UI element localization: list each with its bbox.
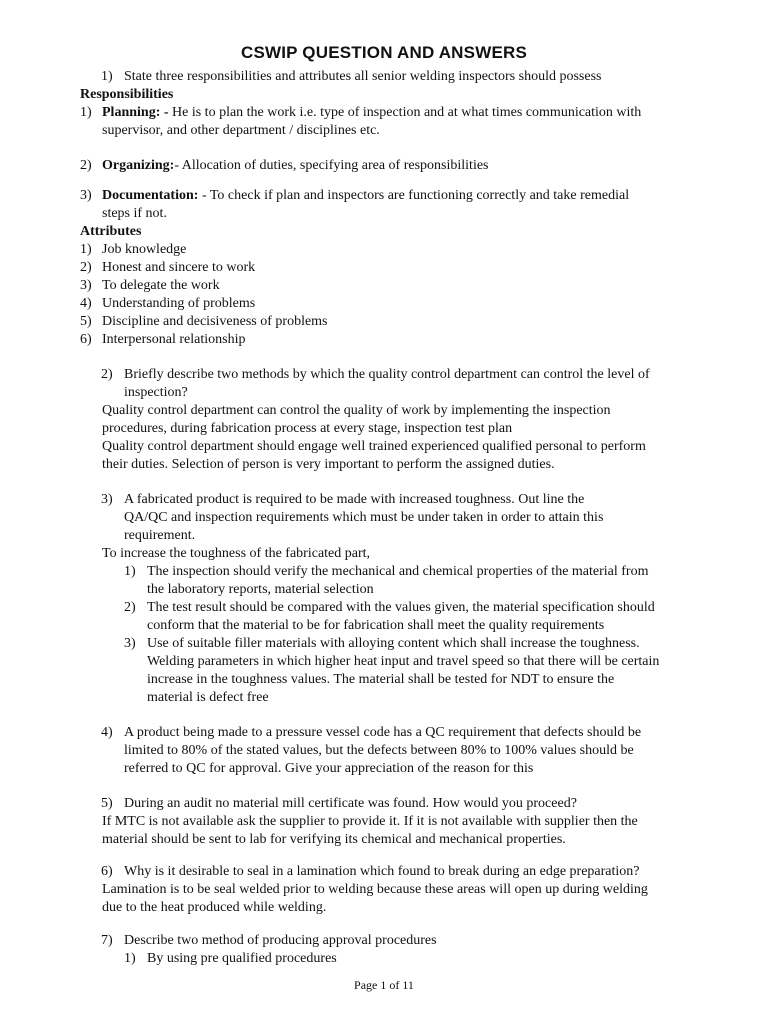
q6-text: Why is it desirable to seal in a lamination which found to break during an edge preparation? [124, 864, 640, 879]
page-title: CSWIP QUESTION AND ANSWERS [240, 43, 528, 62]
q3-item-2-line-1: The test result should be compared with the values given, the material specification should [147, 600, 655, 615]
q3-item-3-line-4: material is defect free [147, 690, 269, 705]
attr-3-number: 3) [80, 278, 92, 293]
q3-item-1-line-1: The inspection should verify the mechanical and chemical properties of the material from [147, 564, 649, 579]
attr-2-text: Honest and sincere to work [102, 260, 256, 275]
q7-text: Describe two method of producing approval procedures [124, 933, 437, 948]
q5-answer-line-2: material should be sent to lab for verifying its chemical and mechanical properties. [102, 832, 566, 847]
q2-text: Briefly describe two methods by which the quality control department can control the level of [124, 367, 650, 382]
resp-2-number: 2) [80, 158, 92, 173]
q7-number: 7) [101, 933, 113, 948]
attributes-heading: Attributes [80, 224, 142, 239]
attr-4-number: 4) [80, 296, 92, 311]
resp-1-text: He is to plan the work i.e. type of inspection and at what times communication with [168, 105, 642, 120]
q3-intro: To increase the toughness of the fabricated part, [102, 546, 371, 561]
resp-1-label: Planning: - [102, 105, 169, 120]
q3-item-2-number: 2) [124, 600, 136, 615]
attr-4-text: Understanding of problems [102, 296, 256, 311]
resp-2-line [102, 157, 489, 175]
q3-text-line-2: QA/QC and inspection requirements which must be under taken in order to attain this [124, 510, 604, 525]
q4-number: 4) [101, 725, 113, 740]
resp-1-line [102, 104, 641, 122]
attr-3-text: To delegate the work [102, 278, 220, 293]
q3-item-3-line-3: increase in the toughness values. The material shall be tested for NDT to ensure the [147, 672, 615, 687]
q6-answer-line-2: due to the heat produced while welding. [102, 900, 327, 915]
attr-6-text: Interpersonal relationship [102, 332, 246, 347]
resp-2-label: Organizing: [102, 158, 175, 173]
resp-2-text: - Allocation of duties, specifying area of responsibilities [174, 158, 489, 173]
q3-item-3-line-2: Welding parameters in which higher heat input and travel speed so that there will be certain [147, 654, 660, 669]
q3-item-1-line-2: the laboratory reports, material selection [147, 582, 374, 597]
q6-answer-line-1: Lamination is to be seal welded prior to welding because these areas will open up during welding [102, 882, 648, 897]
q1-text: State three responsibilities and attributes all senior welding inspectors should possess [124, 69, 602, 84]
resp-3-text-cont: steps if not. [102, 206, 167, 221]
responsibilities-heading: Responsibilities [80, 87, 174, 102]
q5-text: During an audit no material mill certificate was found. How would you proceed? [124, 796, 577, 811]
q2-answer-line-1: Quality control department can control the quality of work by implementing the inspection [102, 403, 611, 418]
attr-2-number: 2) [80, 260, 92, 275]
q4-text-line-3: referred to QC for approval. Give your appreciation of the reason for this [124, 761, 534, 776]
q7-item-1-text: By using pre qualified procedures [147, 951, 337, 966]
q3-item-3-line-1: Use of suitable filler materials with alloying content which shall increase the toughness. [147, 636, 640, 651]
q2-answer-line-3: Quality control department should engage well trained experienced qualified personal to perform [102, 439, 646, 454]
q2-number: 2) [101, 367, 113, 382]
q3-text-line-1: A fabricated product is required to be made with increased toughness. Out line the [124, 492, 585, 507]
q4-text-line-2: limited to 80% of the stated values, but the defects between 80% to 100% values should be [124, 743, 634, 758]
q3-text-line-3: requirement. [124, 528, 196, 543]
q1-number: 1) [101, 69, 113, 84]
q3-item-2-line-2: conform that the material to be for fabrication shall meet the quality requirements [147, 618, 605, 633]
attr-5-number: 5) [80, 314, 92, 329]
q3-number: 3) [101, 492, 113, 507]
resp-3-label: Documentation: [102, 188, 199, 203]
q2-answer-line-4: their duties. Selection of person is very important to perform the assigned duties. [102, 457, 555, 472]
q5-answer-line-1: If MTC is not available ask the supplier to provide it. If it is not available with supplier then the [102, 814, 638, 829]
resp-3-text: - To check if plan and inspectors are functioning correctly and take remedial [198, 188, 630, 203]
resp-3-line [102, 187, 629, 205]
q3-item-3-number: 3) [124, 636, 136, 651]
q6-number: 6) [101, 864, 113, 879]
resp-1-text-cont: supervisor, and other department / disciplines etc. [102, 123, 380, 138]
page-footer: Page 1 of 11 [354, 978, 414, 992]
attr-6-number: 6) [80, 332, 92, 347]
attr-5-text: Discipline and decisiveness of problems [102, 314, 328, 329]
q2-answer-line-2: procedures, during fabrication process at every stage, inspection test plan [102, 421, 513, 436]
attr-1-number: 1) [80, 242, 92, 257]
resp-1-number: 1) [80, 105, 92, 120]
q7-item-1-number: 1) [124, 951, 136, 966]
q3-item-1-number: 1) [124, 564, 136, 579]
q5-number: 5) [101, 796, 113, 811]
q4-text-line-1: A product being made to a pressure vessel code has a QC requirement that defects should be [124, 725, 642, 740]
q2-text-cont: inspection? [124, 385, 188, 400]
resp-3-number: 3) [80, 188, 92, 203]
attr-1-text: Job knowledge [102, 242, 187, 257]
